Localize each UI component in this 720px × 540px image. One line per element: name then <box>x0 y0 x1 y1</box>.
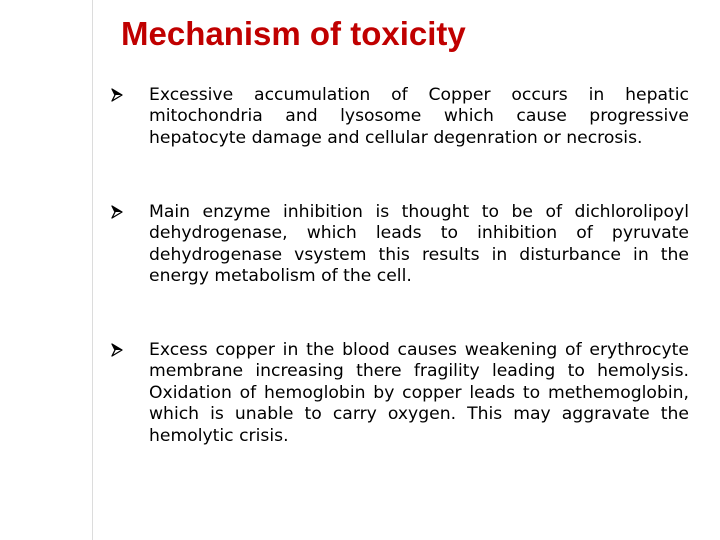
left-divider-line <box>92 0 93 540</box>
bullet-text: Excessive accumulation of Copper occurs in hepatic mitochondria and lysosome which cause progressive hepatocyte damage and cellular degenration or necrosis. <box>149 85 689 148</box>
bullet-text: Excess copper in the blood causes weakening of erythrocyte membrane increasing there fragility leading to hemolysis. Oxidation of hemoglobin by copper leads to methemoglobin, which is unable to carry oxygen. This may aggravate the hemolytic crisis. <box>149 340 689 446</box>
bullet-text: Main enzyme inhibition is thought to be of dichlorolipoyl dehydrogenase, which leads to inhibition of pyruvate dehydrogenase vsystem this results in disturbance in the energy metabolism of the cell. <box>149 202 689 287</box>
slide-title: Mechanism of toxicity <box>121 15 466 52</box>
arrowhead-bullet-icon <box>110 87 124 103</box>
arrowhead-bullet-icon <box>110 204 124 220</box>
arrowhead-bullet-icon <box>110 342 124 358</box>
